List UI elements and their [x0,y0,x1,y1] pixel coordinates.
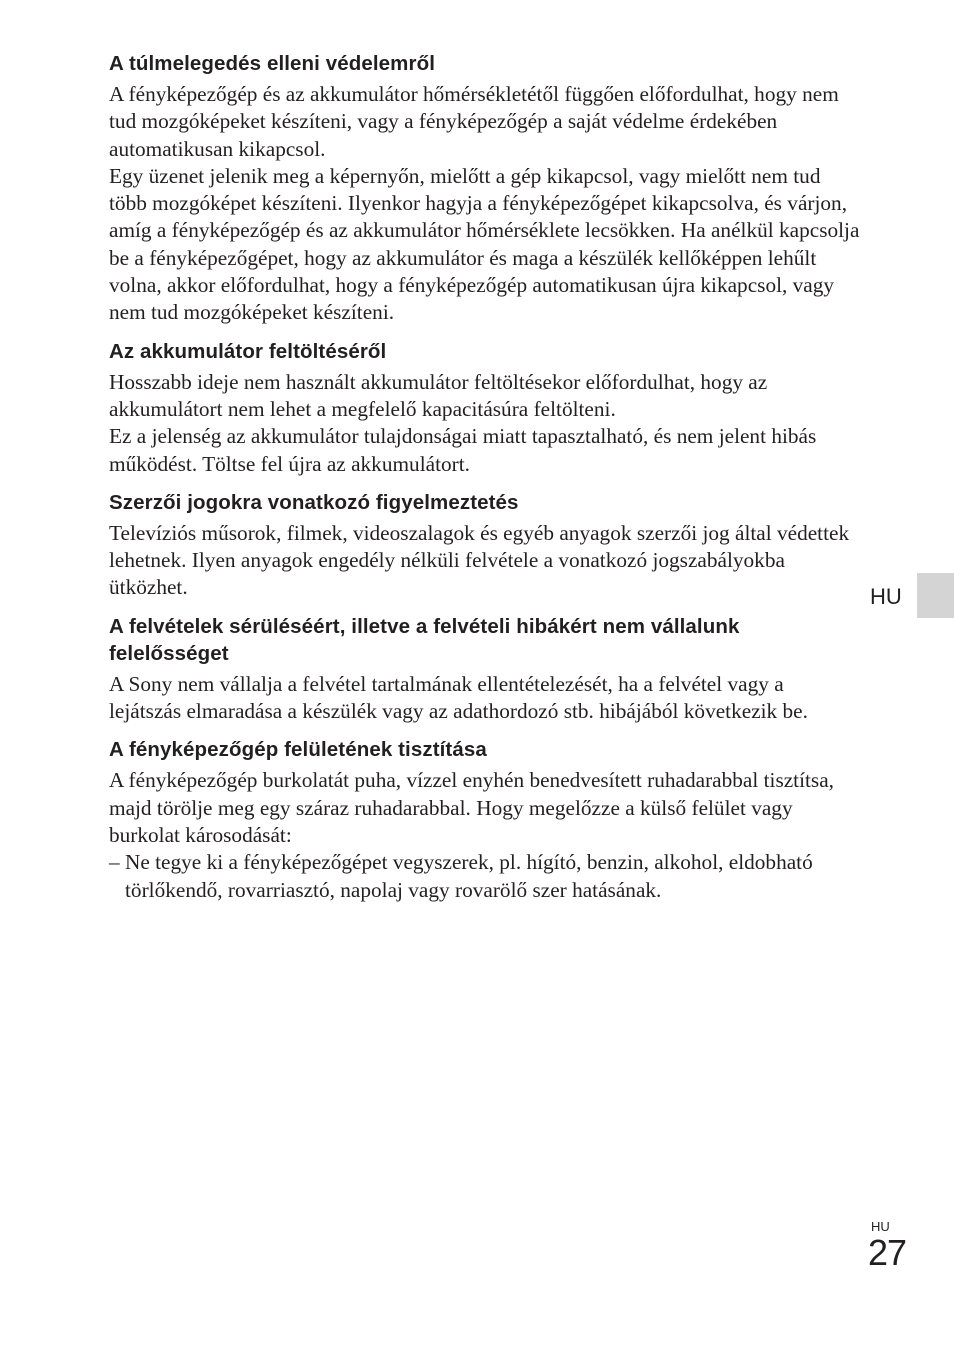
bullet-item: – Ne tegye ki a fényképezőgépet vegyszerek, pl. hígító, benzin, alkohol, eldobható törlőkendő, rovarriasztó, napolaj vagy rovarölő szer hatásának. [109,850,813,902]
section-paragraph: Hosszabb ideje nem használt akkumulátor feltöltésekor előfordulhat, hogy az akkumulátort nem lehet a megfelelő kapacitásúra feltölteni. [109,369,768,421]
page-content [109,50,861,904]
section-paragraph: A Sony nem vállalja a felvétel tartalmának ellentételezését, ha a felvétel vagy a lejátszás elmaradása a készülék vagy az adathordozó stb. hibájából következik be. [109,671,808,724]
section-paragraph: Egy üzenet jelenik meg a képernyőn, mielőtt a gép kikapcsol, vagy mielőtt nem tud több mozgóképet készíteni. Ilyenkor hagyja a fényképezőgépet kikapcsolva, és várjon, amíg a fényképezőgép és az akkumulátor hőmérséklete lecsökken. Ha anélkül kapcsolja be a fényképezőgépet, hogy az akkumulátor és maga a készülék kellőképpen lehűlt volna, akkor előfordulhat, hogy a fényképezőgép automatikusan újra kikapcsol, vagy nem tud mozgóképeket készíteni. [109,163,860,325]
section-heading: A fényképezőgép felületének tisztítása [109,738,487,762]
section-paragraph: A fényképezőgép és az akkumulátor hőmérsékletétől függően előfordulhat, hogy nem tud mozgóképeket készíteni, vagy a fényképezőgép a saját védelme érdekében automatikusan kikapcsol. [109,82,839,161]
section-heading: A túlmelegedés elleni védelemről [109,52,436,75]
section-battery-charging [109,338,861,478]
section-paragraph: Ez a jelenség az akkumulátor tulajdonságai miatt tapasztalható, és nem jelent hibás működést. Töltse fel újra az akkumulátort. [109,424,817,476]
section-heading: Szerzői jogokra vonatkozó figyelmeztetés [109,490,519,514]
language-tab-label: HU [870,584,902,609]
section-heading: Az akkumulátor feltöltéséről [109,339,387,363]
section-liability-disclaimer [109,613,861,726]
page-number: 27 [868,1232,907,1273]
section-paragraph: Televíziós műsorok, filmek, videoszalagok és egyéb anyagok szerzői jog által védettek lehetnek. Ilyen anyagok engedély nélküli felvétele a vonatkozó jogszabályokba ütközhet. [109,520,850,600]
section-paragraph: A fényképezőgép burkolatát puha, vízzel enyhén benedvesített ruhadarabbal tisztítsa, majd törölje meg egy száraz ruhadarabbal. Hogy megelőzze a külső felület vagy burkolat károsodását: [109,768,834,847]
section-overheat-protection [109,50,861,327]
section-copyright-warning [109,489,861,602]
section-heading: A felvételek sérüléséért, illetve a felvételi hibákért nem vállalunk felelősséget [109,614,740,665]
language-side-tab [917,573,954,618]
section-surface-cleaning [109,736,861,903]
page-language-code: HU [871,1219,890,1234]
